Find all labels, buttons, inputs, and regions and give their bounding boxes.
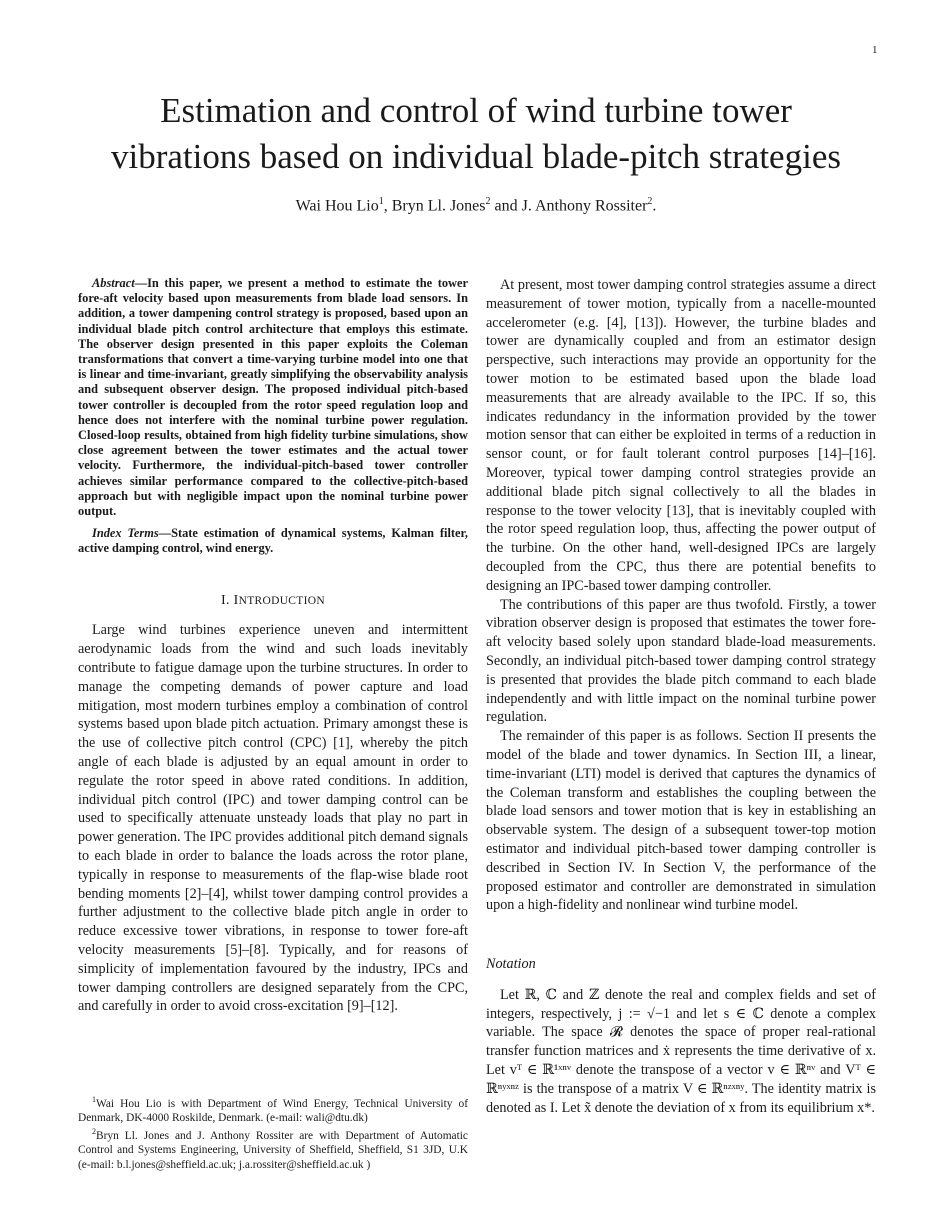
footnotes (78, 1093, 468, 1172)
notation-paragraph: Let ℝ, ℂ and ℤ denote the real and complex fields and set of integers, respectively, j := √−1 and let s ∈ ℂ denote a complex variable. The space 𝓡 denotes the space of proper real-rational transfer function matrices and ẋ represents the time derivative of x. Let vᵀ ∈ ℝ¹ˣⁿᵛ denote the transpose of a vector v ∈ ℝⁿᵛ and Vᵀ ∈ ℝⁿʸˣⁿᶻ is the transpose of a matrix V ∈ ℝⁿᶻˣⁿʸ. The identity matrix is denoted as I. Let x̃ denote the deviation of x from its equilibrium x*. (486, 986, 876, 1116)
page-number: 1 (872, 44, 878, 56)
right-paragraph-1: At present, most tower damping control strategies assume a direct measurement of tower motion, typically from a nacelle-mounted accelerometer (e.g. [4], [13]). However, the turbine blades and tower are dynamically coupled and from an estimator design perspective, such interactions may provide an opportunity for the tower motion to be estimated based upon the blade load measurements that are already available to the IPC. If so, this indicates redundancy in the information provided by the tower motion sensor that can either be exploited in terms of a reduction in sensor count, or for fault tolerant control purposes [14]–[16]. Moreover, typical tower damping control strategies provide an additional blade pitch signal collectively to all the blades in response to the tower velocity [13], that is inevitably coupled with the rotor speed regulation loop, thus, affecting the power output of the turbine. On the other hand, well-designed IPCs are largely decoupled from the CPC, thus there are potential benefits to designing an IPC-based tower damping controller. (486, 277, 876, 594)
footnote-1: $^1$Wai Hou Lio is with Department of Wind Energy, Technical University of Denmark, DK-4000 Roskilde, Denmark. (e-mail: wali@dtu.dk) (78, 1095, 468, 1125)
left-column (78, 276, 468, 1016)
author-3-affil: 2 (647, 196, 653, 207)
right-paragraph-3: The remainder of this paper is as follows. Section II presents the model of the blade and tower dynamics. In Section III, a linear, time-invariant (LTI) model is derived that captures the dynamics of the Coleman transform and establishes the coupling between the blade load sensors and tower motion that is key in establishing an observable system. The design of a subsequent tower-top motion estimator and individual pitch-based tower damping controller is described in Section IV. In Section V, the performance of the proposed estimator and controller are demonstrated in simulation upon a high-fidelity and nonlinear wind turbine model. (486, 728, 876, 914)
right-column (486, 276, 876, 1117)
author-1-affil: 1 (378, 196, 384, 207)
paper-title (40, 88, 912, 180)
abstract-text: —In this paper, we present a method to estimate the tower fore-aft velocity based upon measurements from blade load sensors. In addition, a tower dampening control strategy is proposed, based upon an individual blade pitch control architecture that employs this estimate. The observer design presented in this paper exploits the Coleman transformations that convert a time-varying turbine model into one that is linear and time-invariant, greatly simplifying the observability analysis and subsequent observer design. The proposed individual pitch-based tower controller is decoupled from the rotor speed regulation loop and hence does not interfere with the nominal turbine power regulation. Closed-loop results, obtained from high fidelity turbine simulations, show close agreement between the tower estimates and the actual tower velocity. Furthermore, the individual-pitch-based tower controller achieves similar performance compared to the collective-pitch-based approach but with negligible impact upon the nominal turbine power output. (78, 276, 468, 519)
intro-paragraph-1: Large wind turbines experience uneven and intermittent aerodynamic loads from the wind and such loads inevitably contribute to fatigue damage upon the turbine structures. In order to manage the competing demands of power capture and load mitigation, most modern turbines employ a combination of control systems based upon blade pitch actuation. Primary amongst these is the use of collective pitch control (CPC) [1], whereby the pitch angle of each blade is adjusted by an equal amount in order to regulate the rotor speed in above rated conditions. In addition, individual pitch control (IPC) and tower damping control can be used to specifically attenuate unsteady loads that play no part in power generation. The IPC provides additional pitch demand signals to each blade in order to balance the loads across the rotor plane, typically in response to measurements of the flap-wise blade root bending moments [2]–[4], whilst tower damping control provides a further adjustment to the collective blade pitch angle in order to reduce excessive tower vibrations, in response to tower fore-aft velocity measurements [5]–[8]. Typically, and for reasons of simplicity of implementation favoured by the industry, IPCs and tower damping controllers are designed separately from the CPC, and carefully in order to avoid cross-excitation [9]–[12]. (78, 622, 468, 1015)
author-list: Wai Hou Lio$^1$, Bryn Ll. Jones$^2$ and J. Anthony Rossiter$^2$. (295, 196, 657, 215)
author-2-affil: 2 (485, 196, 491, 207)
author-connector: and (494, 197, 518, 215)
section-heading-introduction: I. INTRODUCTION (221, 592, 325, 608)
title-line-2: vibrations based on individual blade-pitch strategies (111, 137, 841, 176)
index-terms-text: —State estimation of dynamical systems, Kalman filter, active damping control, wind energy. (78, 526, 468, 556)
index-terms (78, 526, 468, 556)
index-terms-label: Index Terms (92, 526, 159, 541)
right-paragraph-2: The contributions of this paper are thus twofold. Firstly, a tower vibration observer design is proposed that estimates the tower fore-aft velocity based solely upon standard blade-load measurements. Secondly, an individual pitch-based tower damping control strategy is presented that provides the blade pitch command to each blade independently and with little impact on the nominal turbine power regulation. (486, 596, 876, 726)
author-1: Wai Hou Lio (295, 197, 379, 215)
footnote-2: $^2$Bryn Ll. Jones and J. Anthony Rossiter are with Department of Automatic Control and Systems Engineering, University of Sheffield, Sheffield, S1 3JD, U.K (e-mail: b.l.jones@sheffield.ac.uk; j.a.rossiter@sheffield.ac.uk ) (78, 1127, 468, 1171)
notation-heading: Notation (486, 956, 536, 973)
author-2: Bryn Ll. Jones (391, 197, 486, 215)
title-line-1: Estimation and control of wind turbine tower (160, 91, 792, 130)
abstract (78, 276, 468, 519)
abstract-label: Abstract (92, 276, 135, 290)
author-3: J. Anthony Rossiter (521, 197, 648, 215)
